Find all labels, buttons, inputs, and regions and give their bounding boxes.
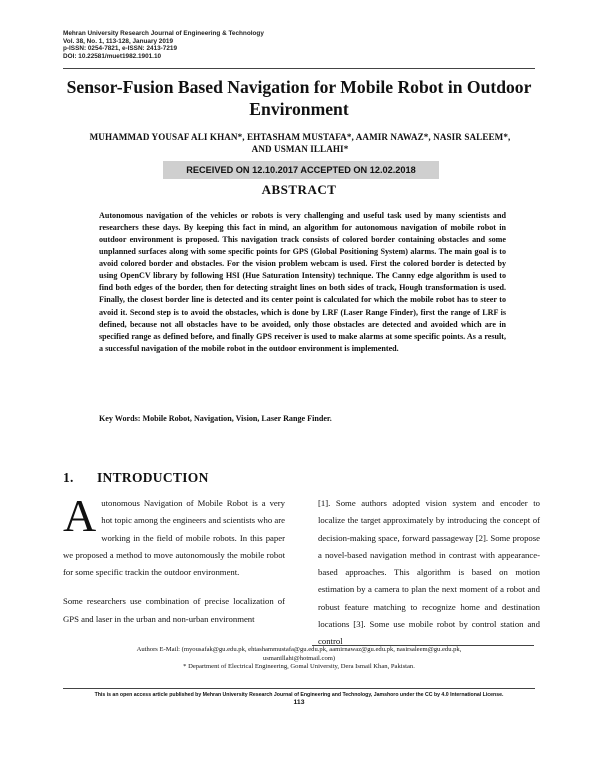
author-footnote: [63, 646, 535, 672]
author-list: [72, 131, 528, 155]
journal-issn: p-ISSN: 0254-7821, e-ISSN: 2413-7219: [63, 45, 178, 53]
section-heading-introduction: [63, 470, 209, 486]
abstract-heading: ABSTRACT: [261, 182, 337, 197]
journal-header: [63, 30, 264, 60]
journal-doi: DOI: 10.22581/muet1982.1901.10: [63, 52, 162, 60]
section-number: 1.: [63, 470, 74, 485]
paper-title: [63, 77, 535, 120]
paragraph-gap: [63, 581, 285, 593]
drop-cap: A: [63, 490, 97, 541]
right-column: [318, 495, 540, 651]
intro-paragraph-1-text: utonomous Navigation of Mobile Robot is a very hot topic among the engineers and scientists who are working in the field of mobile robots. In this paper we proposed a method to move autonomously the mobile robot for some specific trackin the outdoor environment.: [63, 498, 285, 578]
footnote-affiliation: * Department of Electrical Engineering, Gomal University, Dera Ismail Khan, Pakistan.: [183, 663, 415, 670]
intro-paragraph-1: [63, 490, 285, 581]
license-divider: [63, 688, 535, 689]
journal-volume: Vol. 38, No. 1, 113-128, January 2019: [63, 37, 174, 45]
received-accepted-banner: RECEIVED ON 12.10.2017 ACCEPTED ON 12.02.2018: [163, 161, 439, 179]
left-column: [63, 490, 285, 628]
intro-paragraph-2: Some researchers use combination of precise localization of GPS and laser in the urban and non-urban environment: [63, 596, 285, 624]
abstract-body: Autonomous navigation of the vehicles or robots is very challenging and useful task used by many scientists and researchers these days. By keeping this fact in mind, an algorithm for autonomous navigation of mobile robot in outdoor environment is proposed. This navigation track consists of colored border containing obstacles and some unplanned surfaces along with some specific points for GPS (Global Positioning System) alarms. The main goal is to avoid colored border and obstacles. For the vision problem webcam is used. First the colored border is detected by using OpenCV library by following HSI (Hue Saturation Intensity) technique. The Canny edge algorithm is used to find both edges of the border, then for detecting straight lines on both sides of track, Hough transformation is used. Finally, the closest border line is detected and its center point is calculated for which the mobile robot has to steer to avoid it. Second step is to avoid the obstacles, which is done by LRF (Laser Range Finder), first the range of LRF is defined, because not all obstacles have to be avoided, only those obstacles are detected and avoided which are in specified range as defined before, and finally GPS receiver is used to make alarms at some specific points. As a result, a successful navigation of the mobile robot in the outdoor environment is implemented.: [99, 211, 506, 353]
journal-name: Mehran University Research Journal of Engineering & Technology: [63, 30, 264, 37]
author-list-line-1: MUHAMMAD YOUSAF ALI KHAN*, EHTASHAM MUSTAFA*, AAMIR NAWAZ*, NASIR SALEEM*,: [89, 132, 511, 142]
license-notice: This is an open access article published by Mehran University Research Journal of Engineering and Technology, Jamshoro under the CC by 4.0 International License.: [94, 692, 504, 698]
paper-title-line-2: Environment: [249, 98, 349, 119]
intro-paragraph-3: [1]. Some authors adopted vision system and encoder to localize the target approximately by introducing the concept of decision-making space, forward passageway [2]. Some propose a novel-based navigation method in contrast with appearance-based approaches. This algorithm is based on motion estimation by a camera to plan the next moment of a robot and robust feature matching to recognize home and destination locations [3]. Some use mobile robot by control station and control: [318, 498, 540, 647]
keywords: Key Words: Mobile Robot, Navigation, Vision, Laser Range Finder.: [99, 414, 332, 423]
page-number: 113: [293, 699, 305, 706]
footnote-emails-cont: usmanillahi@hotmail.com): [262, 654, 336, 662]
author-list-line-2: AND USMAN ILLAHI*: [251, 144, 349, 155]
paper-title-line-1: Sensor-Fusion Based Navigation for Mobile Robot in Outdoor: [66, 77, 532, 97]
section-title: INTRODUCTION: [97, 470, 209, 485]
header-divider: [63, 68, 535, 69]
footnote-emails: Authors E-Mail: (myousafak@gu.edu.pk, ehtashammustafa@gu.edu.pk, aamirnawaz@gu.edu.pk, nasirsaleem@gu.edu.pk,: [136, 646, 462, 653]
